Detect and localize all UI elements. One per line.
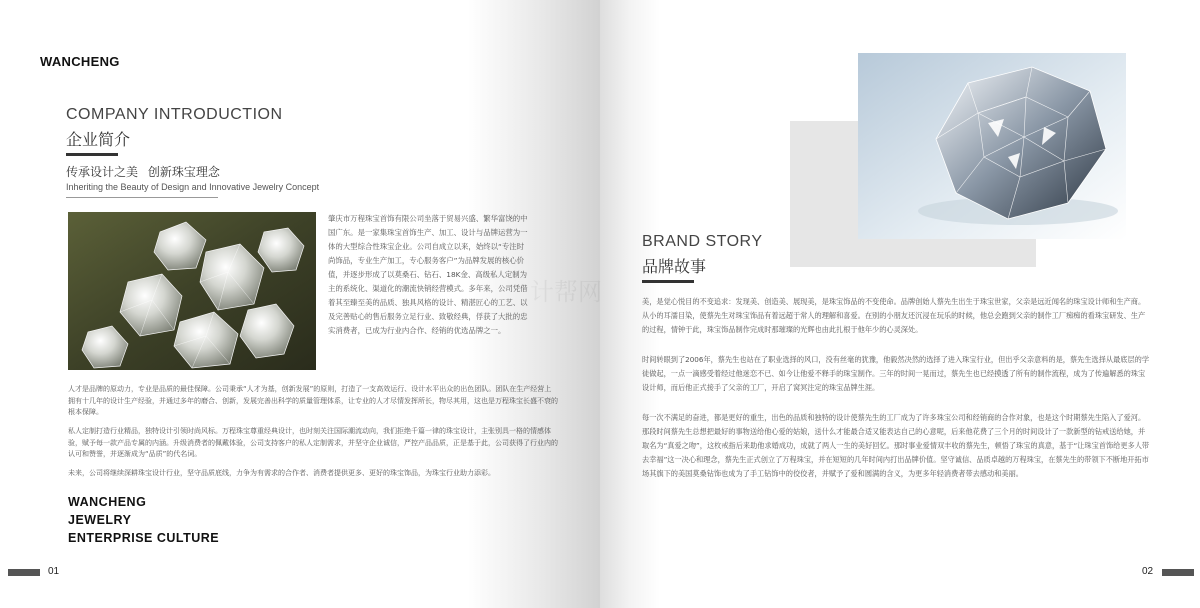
title-underline xyxy=(66,153,118,156)
culture-line-3: ENTERPRISE CULTURE xyxy=(68,531,220,545)
story-paragraph-1: 美，是觉心悦目的不变追求：发现美、创造美、展现美，是珠宝饰品的不变使命。品牌创始人蔡先生出生于珠宝世家，父亲是远近闻名的珠宝设计师和生产商。从小的耳濡目染，使蔡先生对珠宝饰品有着远超于常人的理解和喜爱。在别的小朋友还沉浸在玩乐的时候，他总会跑到父亲的制作工厂痴痴的看珠宝研发、生产的过程，情钟于此，珠宝饰品制作完成时那璀璨的光辉也由此扎根于他年少的心灵深处。 xyxy=(642,297,1146,334)
section-title-cn: 企业简介 xyxy=(66,130,131,149)
culture-line-1: WANCHENG xyxy=(68,495,147,509)
intro-paragraph-2: 私人定制打造行业精品，独特设计引领时尚风标。万程珠宝尊重经典设计，也时刻关注国际潮流动向，我们拒绝千篇一律的珠宝设计，主张别具一格的情感体验，赋予每一款产品专属的内涵。升级消费者的佩戴体验，公司支持客户的私人定制需求，并坚守企业诚信，严控产品品质，正是基于此，公司获得了行业内的认可和赞誉，并逐渐成为“品质”的代名词。 xyxy=(68,427,558,458)
page-number-bar xyxy=(8,569,40,576)
gemstones-photo xyxy=(68,212,316,370)
section-title-en: COMPANY INTRODUCTION xyxy=(66,106,283,123)
page-number-bar xyxy=(1162,569,1194,576)
culture-line-2: JEWELRY xyxy=(68,513,132,527)
page-number: 01 xyxy=(48,566,60,577)
intro-paragraph-3: 未来，公司将继续深耕珠宝设计行业，坚守品质底线，力争为有需求的合作者、消费者提供更多、更好的珠宝饰品，为珠宝行业助力添彩。 xyxy=(68,469,495,477)
subtitle-divider xyxy=(66,197,218,198)
story-paragraph-2: 时间转眼到了2006年，蔡先生也站在了职业选择的风口，没有丝毫的犹豫，他毅然决然的选择了进入珠宝行业，但出乎父亲意料的是，蔡先生选择从最底层的学徒做起，一点一滴感受着经过他迷恋不已、如今让他爱不释手的珠宝制作。三年的时间一晃而过，蔡先生也已经摸透了所有的制作流程，成为了传遍解悉的珠宝设计师，而后他正式接手了父亲的工厂，开启了窝冥注定的珠宝品牌生涯。 xyxy=(642,355,1150,392)
diamond-photo xyxy=(858,53,1126,239)
story-paragraph-3: 每一次不满足的奋进，都是更好的重生，出色的品质和独特的设计使蔡先生的工厂成为了许多珠宝公司和经销商的合作对象，也是这个时期蔡先生陷入了爱河。那段时间蔡先生总想把最好的事物送给他心爱的姑娘，送什么才能最合适又能表达自己的心意呢，后来他花费了三个月的时间设计了一款新型的钻戒送给她，并取名为“真爱之吻”，这枚戒指后来助他求婚成功，成就了两人一生的美好回忆。那时事业爱情双丰收的蔡先生，顿悟了珠宝的真意，基于“让珠宝首饰给更多人带去幸福”这一决心和理念，蔡先生正式创立了万程珠宝，并在短短的几年时间内打出品牌价值。坚守诚信、品质卓越的万程珠宝，在蔡先生的带领下不断地开拓市场其旗下的美国莫桑钻饰也成为了手工钻饰中的佼佼者，并赋予了爱和圆满的含义，为更多年轻消费者带去感动和美丽。 xyxy=(642,413,1150,478)
subtitle-cn: 传承设计之美 创新珠宝理念 xyxy=(66,165,220,179)
enterprise-culture-heading xyxy=(68,493,219,547)
title-underline xyxy=(642,280,694,283)
intro-side-paragraph: 肇庆市万程珠宝首饰有限公司坐落于贸易兴盛、繁华富饶的中国广东。是一家集珠宝首饰生产、加工、设计与品牌运营为一体的大型综合性珠宝企业。公司自成立以来，始终以“专注时尚饰品，专业生产加工，专心服务客户”为品牌发展的核心价值，并逐步形成了以莫桑石、钻石、18K金、高级私人定制为主的系统化、渠道化的潮流快销经营模式。多年来，公司凭借着其至臻至美的品质、独具风格的设计、精湛匠心的工艺、以及完善贴心的售后服务立足行业、致敬经典，俘获了大批的忠实消费者，已成为行业内合作、经销的优选品牌之一。 xyxy=(328,214,528,335)
right-page xyxy=(600,0,1200,608)
watermark: 计帮网 xyxy=(530,278,602,306)
page-number: 02 xyxy=(1142,566,1154,577)
intro-paragraph-1: 人才是品牌的原动力，专业是品质的最佳保障。公司秉承“人才为基，创新发展”的原则，打造了一支高效运行、设计水平出众的出色团队。团队在生产经营上拥有十几年的设计生产经验，并通过多年的磨合、创新，发展完善出科学的质量管理体系，让专业的人才尽情发挥所长，物尽其用，这也是万程珠宝长盛不衰的根本保障。 xyxy=(68,385,558,416)
section-title-cn: 品牌故事 xyxy=(642,257,707,276)
section-title-en: BRAND STORY xyxy=(642,233,763,250)
brand-name: WANCHENG xyxy=(40,54,120,69)
subtitle-en: Inheriting the Beauty of Design and Innovative Jewelry Concept xyxy=(66,182,320,192)
